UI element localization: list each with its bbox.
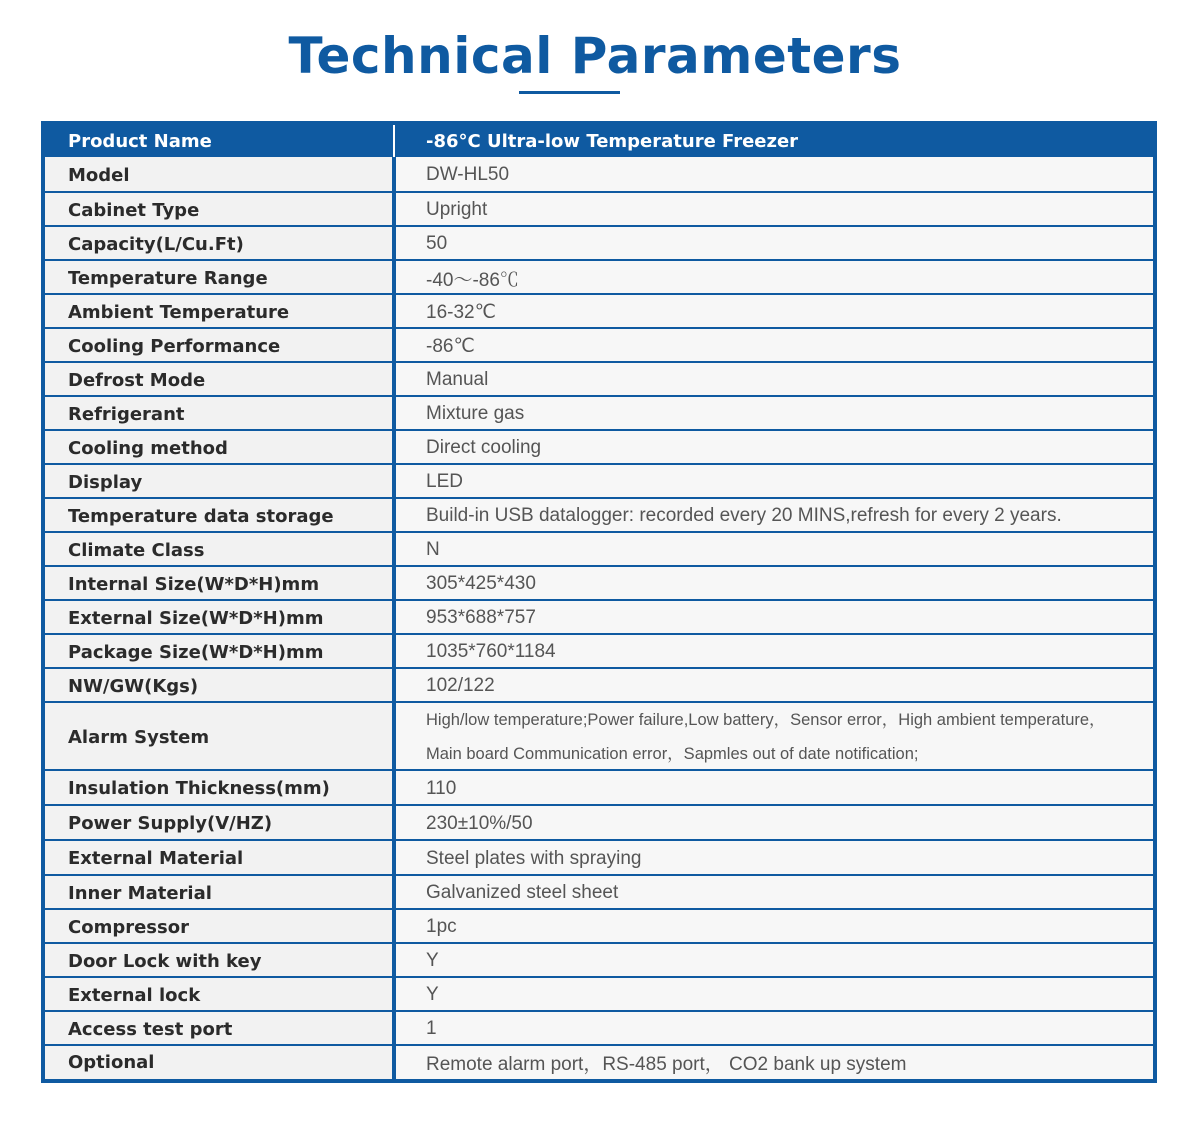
title-underline <box>519 91 620 94</box>
table-row <box>45 978 1153 1012</box>
table-row <box>45 841 1153 876</box>
param-label: Climate Class <box>45 533 392 567</box>
param-label: Display <box>45 465 392 499</box>
param-value-line: High/low temperature;Power failure,Low battery，Sensor error，High ambient temperature， <box>426 711 1106 729</box>
param-value: LED <box>396 465 1153 499</box>
table-row <box>45 465 1153 499</box>
param-label: Inner Material <box>45 876 392 910</box>
param-label: Capacity(L/Cu.Ft) <box>45 227 392 261</box>
param-value: Y <box>396 978 1153 1012</box>
param-label: Cooling Performance <box>45 329 392 363</box>
table-row <box>45 193 1153 227</box>
param-value: 50 <box>396 227 1153 261</box>
param-value: Build-in USB datalogger: recorded every 20 MINS,refresh for every 2 years. <box>396 499 1153 533</box>
table-row <box>45 944 1153 978</box>
param-value: N <box>396 533 1153 567</box>
param-value: 305*425*430 <box>396 567 1153 601</box>
table-header-row <box>45 125 1153 157</box>
param-value: 1pc <box>396 910 1153 944</box>
table-row <box>45 1046 1153 1079</box>
param-label: Access test port <box>45 1012 392 1046</box>
parameters-table <box>41 121 1157 1083</box>
header-label: Product Name <box>45 125 392 157</box>
table-row <box>45 669 1153 703</box>
param-label: Temperature Range <box>45 261 392 295</box>
param-label: External Material <box>45 841 392 876</box>
param-value <box>396 703 1153 771</box>
param-label: Model <box>45 157 392 193</box>
param-value: Manual <box>396 363 1153 397</box>
param-value: 953*688*757 <box>396 601 1153 635</box>
param-label: Cooling method <box>45 431 392 465</box>
column-divider <box>393 125 395 157</box>
param-value: Mixture gas <box>396 397 1153 431</box>
param-value: 102/122 <box>396 669 1153 703</box>
table-row <box>45 876 1153 910</box>
table-row <box>45 806 1153 841</box>
table-row <box>45 329 1153 363</box>
param-value: 230±10%/50 <box>396 806 1153 841</box>
param-label: Compressor <box>45 910 392 944</box>
param-value: Galvanized steel sheet <box>396 876 1153 910</box>
param-value-line: Main board Communication error，Sapmles out of date notification; <box>426 745 919 763</box>
param-value: -40～-86℃ <box>396 261 1153 295</box>
table-row <box>45 431 1153 465</box>
table-row <box>45 1012 1153 1046</box>
header-value: -86°C Ultra-low Temperature Freezer <box>396 125 1153 157</box>
param-label: Insulation Thickness(mm) <box>45 771 392 806</box>
param-value: 110 <box>396 771 1153 806</box>
table-row <box>45 703 1153 771</box>
param-value: Y <box>396 944 1153 978</box>
table-row <box>45 397 1153 431</box>
param-value: Remote alarm port，RS-485 port， CO2 bank up system <box>396 1046 1153 1079</box>
table-row <box>45 567 1153 601</box>
table-row <box>45 157 1153 193</box>
param-label: Cabinet Type <box>45 193 392 227</box>
param-label: Alarm System <box>45 703 392 771</box>
table-row <box>45 533 1153 567</box>
table-row <box>45 771 1153 806</box>
param-value: DW-HL50 <box>396 157 1153 193</box>
param-value: 1 <box>396 1012 1153 1046</box>
table-row <box>45 261 1153 295</box>
table-row <box>45 499 1153 533</box>
table-row <box>45 295 1153 329</box>
param-value: Upright <box>396 193 1153 227</box>
table-row <box>45 635 1153 669</box>
table-row <box>45 910 1153 944</box>
param-value: Direct cooling <box>396 431 1153 465</box>
param-label: Power Supply(V/HZ) <box>45 806 392 841</box>
param-label: External lock <box>45 978 392 1012</box>
param-label: NW/GW(Kgs) <box>45 669 392 703</box>
param-label: Refrigerant <box>45 397 392 431</box>
param-label: Temperature data storage <box>45 499 392 533</box>
param-value: -86℃ <box>396 329 1153 363</box>
param-label: Ambient Temperature <box>45 295 392 329</box>
param-value: 16-32℃ <box>396 295 1153 329</box>
param-value: 1035*760*1184 <box>396 635 1153 669</box>
param-label: Defrost Mode <box>45 363 392 397</box>
param-label: Package Size(W*D*H)mm <box>45 635 392 669</box>
param-label: External Size(W*D*H)mm <box>45 601 392 635</box>
table-row <box>45 227 1153 261</box>
page-title: Technical Parameters <box>288 27 902 85</box>
param-label: Internal Size(W*D*H)mm <box>45 567 392 601</box>
table-row <box>45 601 1153 635</box>
table-row <box>45 363 1153 397</box>
param-label: Optional <box>45 1046 392 1079</box>
param-value: Steel plates with spraying <box>396 841 1153 876</box>
param-label: Door Lock with key <box>45 944 392 978</box>
